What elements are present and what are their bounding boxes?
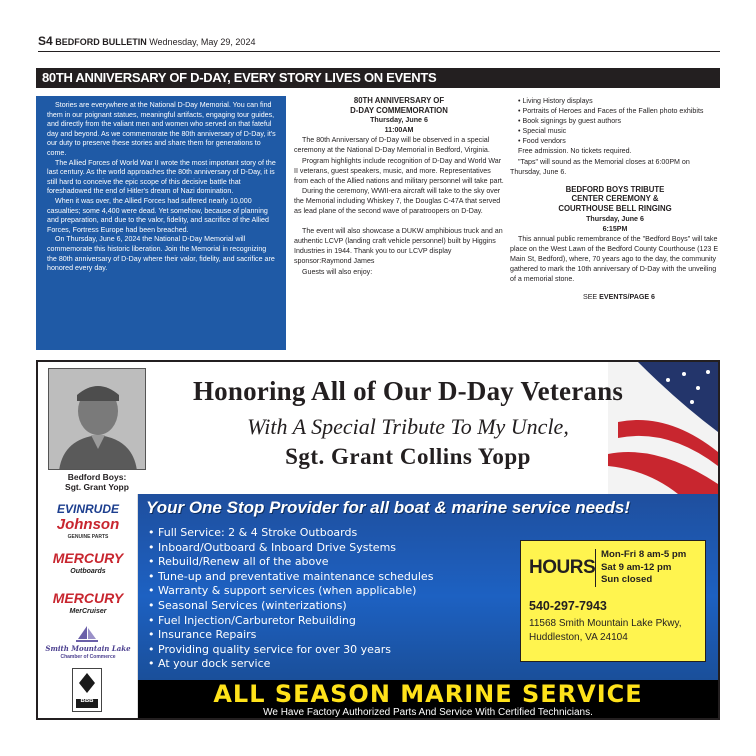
event1-time: 11:00AM	[384, 126, 414, 135]
service-item: • At your dock service	[148, 657, 508, 672]
service-item: • Insurance Repairs	[148, 628, 508, 643]
intro-paragraph: Stories are everywhere at the National D-Day Memorial. You can find them in our poignant statues, meaningful artifacts, engaging tour guides, and directly from the valiant men and women who served on that fateful day and beyond. As we commemorate the 80th anniversary of D-Day, it's our duty to preserve these stories and share them for generations to come.	[47, 101, 276, 157]
ad-title: Honoring All of Our D-Day Veterans	[192, 376, 624, 406]
business-banner	[138, 680, 718, 720]
ad-honoree: Sgt. Grant Collins Yopp	[285, 444, 531, 469]
event2-column	[510, 96, 720, 354]
event1-date: Thursday, June 6	[370, 116, 428, 125]
service-item: • Rebuild/Renew all of the above	[148, 555, 508, 570]
event1-note: Free admission. No tickets required.	[518, 147, 632, 156]
mercury-logo: MERCURY	[52, 550, 124, 566]
hours-list	[601, 549, 686, 587]
issue-date: Wednesday, May 29, 2024	[149, 37, 256, 47]
intro-box	[36, 96, 286, 350]
bullet-item: • Living History displays	[518, 97, 593, 105]
bullet-item: • Food vendors	[518, 137, 566, 146]
hours-row: Mon-Fri 8 am-5 pm	[601, 549, 687, 560]
service-item: • Providing quality service for over 30 years	[148, 643, 508, 658]
service-item: • Warranty & support services (when applicable)	[148, 584, 508, 599]
header-rule	[38, 51, 720, 52]
event1-paragraph: The event will also showcase a DUKW amphibious truck and an authentic LCVP (landing craft vehicle personnel) built by Higgins Industries in 1944. Thank you to our LCVP display sponsor:Raymond James	[294, 227, 503, 266]
event2-title: BEDFORD BOYS TRIBUTE	[565, 184, 665, 194]
service-item: • Inboard/Outboard & Inboard Drive Systems	[148, 541, 508, 556]
event2-time: 6:15PM	[602, 224, 628, 233]
sml-logo: Smith Mountain Lake	[45, 644, 131, 653]
event2-paragraph: This annual public remembrance of the "Bedford Boys" will take place on the West Lawn of the Bedford County Courthouse (123 E Main St, Bedford), where, 70 years ago to the day, the community gathered to mark the 10th anniversary of D-Day with the unveiling of a memorial stone.	[510, 234, 719, 284]
mercury-sub: Outboards	[70, 568, 106, 575]
bullet-item: • Special music	[518, 127, 567, 136]
page-folio	[38, 34, 720, 50]
event1-column	[294, 96, 504, 352]
hours-box	[520, 540, 706, 662]
hours-row: Sat 9 am-12 pm	[601, 561, 672, 573]
evinrude-logo: EVINRUDE	[56, 502, 119, 516]
johnson-logo: Johnson	[56, 516, 120, 533]
event1-paragraph: Program highlights include recognition of D-Day and World War II veterans, guest speakers, music, and more. Representatives from each of the Allied nations and military personnel will take part.	[294, 156, 504, 185]
service-item: • Tune-up and preventative maintenance schedules	[148, 570, 508, 585]
photo-caption: Bedford Boys: Sgt. Grant Yopp	[65, 472, 129, 492]
ad-subtitle: With A Special Tribute To My Uncle,	[247, 414, 569, 439]
newspaper-name: BEDFORD BULLETIN	[55, 37, 147, 47]
johnson-sub: GENUINE PARTS	[67, 534, 109, 540]
jump-line[interactable]: SEE EVENTS/PAGE 6	[582, 293, 656, 302]
service-list	[148, 526, 508, 672]
mercruiser-sub: MerCruiser	[69, 608, 107, 615]
event2-title: COURTHOUSE BELL RINGING	[558, 203, 672, 213]
phone-number[interactable]: 540-297-7943	[529, 599, 607, 613]
event1-title: D-DAY COMMEMORATION	[350, 105, 448, 115]
service-item: • Seasonal Services (winterizations)	[148, 599, 508, 614]
event1-title: 80TH ANNIVERSARY OF	[353, 96, 445, 105]
hours-divider	[595, 549, 596, 587]
advertisement	[36, 360, 720, 720]
event1-paragraph: During the ceremony, WWII-era aircraft will take to the sky over the Memorial including Whiskey 7, the Douglas C-47A that served as lead plane of the second wave of paratroopers on D-Day.	[294, 186, 501, 216]
banner-footer: We Have Factory Authorized Parts And Service With Certified Technicians.	[263, 707, 593, 718]
event1-note: "Taps" will sound as the Memorial closes at 6:00PM on Thursday, June 6.	[510, 157, 690, 176]
event1-paragraph: Guests will also enjoy:	[302, 267, 373, 276]
business-name: ALL SEASON MARINE SERVICE	[213, 680, 643, 708]
section-headline: 80TH ANNIVERSARY OF D-DAY, EVERY STORY LIVES ON EVENTS	[36, 68, 720, 88]
event1-paragraph: The 80th Anniversary of D-Day will be observed in a special ceremony at the National D-Day Memorial in Bedford, Virginia.	[294, 136, 490, 155]
page-number: S4	[38, 34, 53, 48]
event2-title: CENTER CEREMONY &	[571, 194, 659, 204]
service-item: • Fuel Injection/Carburetor Rebuilding	[148, 614, 508, 629]
intro-paragraph: On Thursday, June 6, 2024 the National D-Day Memorial will commemorate this historic liberation. Join the Memorial in recognizing the 80th anniversary of D-Day where their valor, fidelity, and sacrifice are honored every day.	[47, 235, 275, 273]
sml-sub: Chamber of Commerce	[60, 654, 116, 660]
intro-paragraph: When it was over, the Allied Forces had suffered nearly 10,000 casualties; some 4,400 were dead. Yet somehow, because of planning and preparation, and due to the valor, fidelity, and sacrifice of the Allied Forces, Fortress Europe had been breached.	[47, 196, 269, 234]
sailboat-icon	[74, 626, 100, 642]
address: 11568 Smith Mountain Lake Pkwy, Huddleston, VA 24104	[529, 618, 682, 643]
hours-row: Sun closed	[601, 574, 653, 586]
intro-paragraph: The Allied Forces of World War II wrote the most important story of the last century. As the world approaches the 80th anniversary of D-Day, it is still hard to conceive the epic scope of this decisive battle that foreshadowed the end of Hitler's dream of Nazi domination.	[47, 158, 276, 196]
bbb-logo: BBB	[72, 668, 102, 712]
bullet-item: • Portraits of Heroes and Faces of the Fallen photo exhibits	[518, 107, 704, 116]
bullet-item: • Book signings by guest authors	[518, 117, 622, 126]
mercruiser-logo: MERCURY	[52, 590, 124, 606]
event2-date: Thursday, June 6	[586, 214, 644, 223]
service-item: • Full Service: 2 & 4 Stroke Outboards	[148, 526, 508, 541]
ad-tagline: Your One Stop Provider for all boat & marine service needs!	[146, 498, 631, 517]
hours-label: HOURS	[529, 557, 596, 578]
